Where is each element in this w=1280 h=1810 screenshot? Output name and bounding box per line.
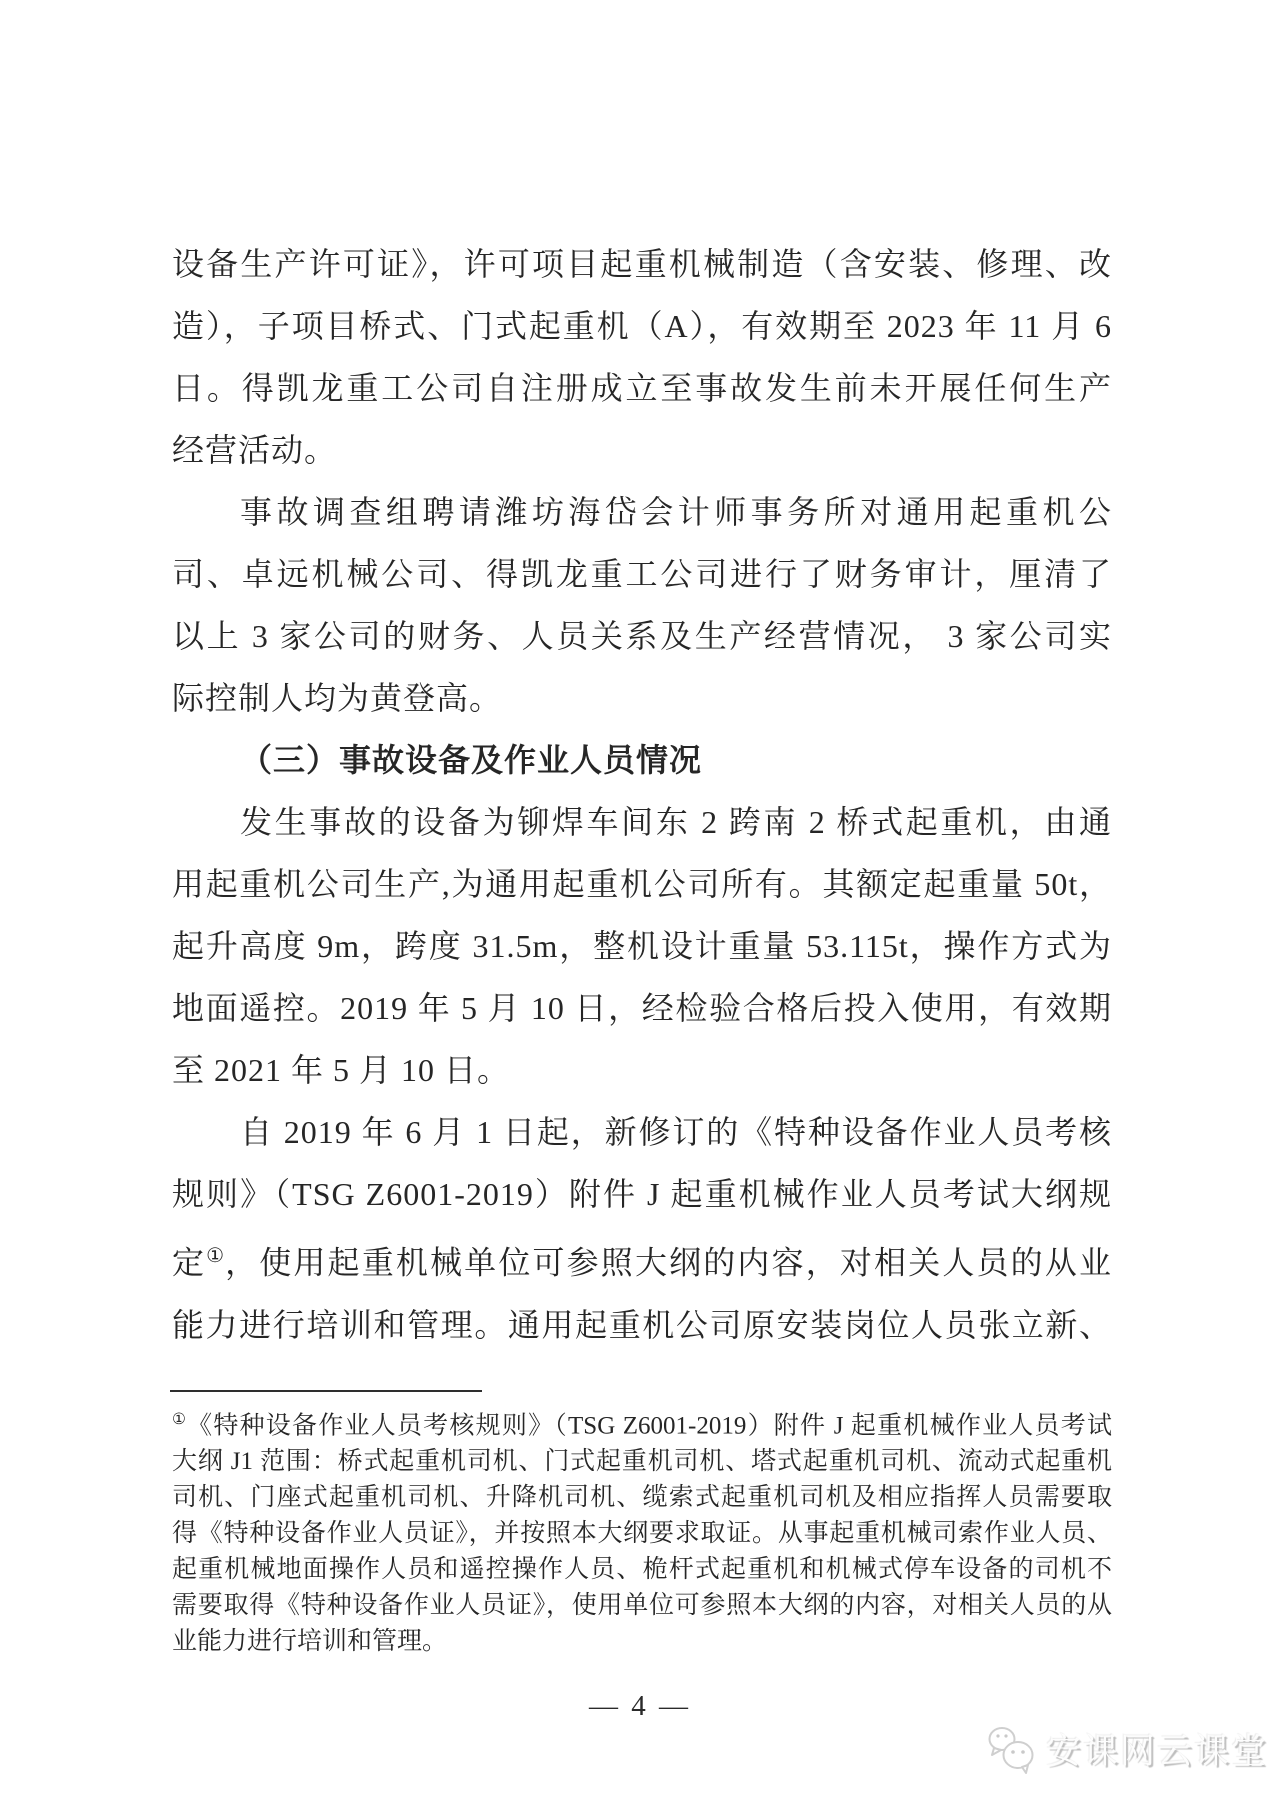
text-run: ，使用起重机械单位可参照大纲的内容，对相关人员的从业 [225,1244,1112,1281]
text-run: 司、卓远机械公司、得凯龙重工公司进行了财务审计，厘清了 [172,556,1112,592]
text-run: 起升高度 9m，跨度 31.5m，整机设计重量 53.115t，操作方式为 [172,928,1112,964]
text-run: 际控制人均为黄登高。 [172,680,503,716]
footnote-line [172,1516,1112,1552]
text-run: 以上 3 家公司的财务、人员关系及生产经营情况， 3 家公司实 [172,618,1112,654]
text-run: 司机、门座式起重机司机、升降机司机、缆索式起重机司机及相应指挥人员需要取 [172,1484,1112,1512]
text-run: 起重机械地面操作人员和遥控操作人员、桅杆式起重机和机械式停车设备的司机不 [172,1556,1112,1584]
footnote-line [172,1480,1112,1516]
page-number: — 4 — [589,1690,691,1722]
footnote-reference-mark: ① [172,1411,188,1428]
text-run: 事故调查组聘请潍坊海岱会计师事务所对通用起重机公 [240,494,1112,530]
watermark [984,1722,1268,1776]
footnote-line [172,1402,1112,1444]
text-run: 能力进行培训和管理。通用起重机公司原安装岗位人员张立新、 [172,1306,1112,1343]
body-line [172,1163,1112,1225]
chat-bubbles-icon [984,1722,1038,1776]
body-line [172,791,1112,853]
body-line [172,853,1112,915]
text-run: 至 2021 年 5 月 10 日。 [172,1052,511,1088]
text-run: 造），子项目桥式、门式起重机（A），有效期至 2023 年 11 月 6 [172,308,1112,344]
body-line [172,667,1112,729]
body-line [172,419,1112,481]
text-run: 规则》（TSG Z6001-2019）附件 J 起重机械作业人员考试大纲规 [172,1176,1112,1212]
body-line [172,1225,1112,1294]
footnote-line [172,1624,1112,1660]
body-line [172,1101,1112,1163]
footnote-line [172,1444,1112,1480]
text-run: 需要取得《特种设备作业人员证》，使用单位可参照本大纲的内容，对相关人员的从 [172,1592,1112,1620]
body-line [172,543,1112,605]
text-run: 自 2019 年 6 月 1 日起，新修订的《特种设备作业人员考核 [240,1114,1112,1150]
footnote-block [172,1402,1112,1660]
text-run: 业能力进行培训和管理。 [172,1628,448,1656]
text-run: 《特种设备作业人员考核规则》（TSG Z6001-2019）附件 J 起重机械作业人员考试 [187,1412,1112,1440]
body-line [172,977,1112,1039]
body-line [172,605,1112,667]
body-line [172,1039,1112,1101]
body-text-block [172,233,1112,1356]
footnote-separator-line [170,1390,482,1392]
text-run: 定 [172,1244,207,1281]
text-run: 用起重机公司生产,为通用起重机公司所有。其额定起重量 50t， [172,866,1112,902]
body-line [172,915,1112,977]
body-line [172,357,1112,419]
text-run: 发生事故的设备为铆焊车间东 2 跨南 2 桥式起重机，由通 [240,804,1112,840]
body-line [172,1294,1112,1356]
text-run: 经营活动。 [172,432,338,468]
footnote-reference-mark: ① [206,1245,226,1267]
footnote-line [172,1552,1112,1588]
body-line [172,481,1112,543]
watermark-text: 安课网云课堂 [1046,1732,1269,1771]
text-run: 得《特种设备作业人员证》，并按照本大纲要求取证。从事起重机械司索作业人员、 [172,1520,1112,1548]
text-run: 地面遥控。2019 年 5 月 10 日，经检验合格后投入使用，有效期 [172,990,1112,1026]
text-run: 日。得凯龙重工公司自注册成立至事故发生前未开展任何生产 [172,370,1112,406]
text-run: （三）事故设备及作业人员情况 [240,742,703,778]
footnote-line [172,1588,1112,1624]
body-line [172,295,1112,357]
text-run: 设备生产许可证》，许可项目起重机械制造（含安装、修理、改 [172,246,1112,282]
body-line [172,729,1112,791]
body-line [172,233,1112,295]
text-run: 大纲 J1 范围：桥式起重机司机、门式起重机司机、塔式起重机司机、流动式起重机 [172,1448,1112,1476]
